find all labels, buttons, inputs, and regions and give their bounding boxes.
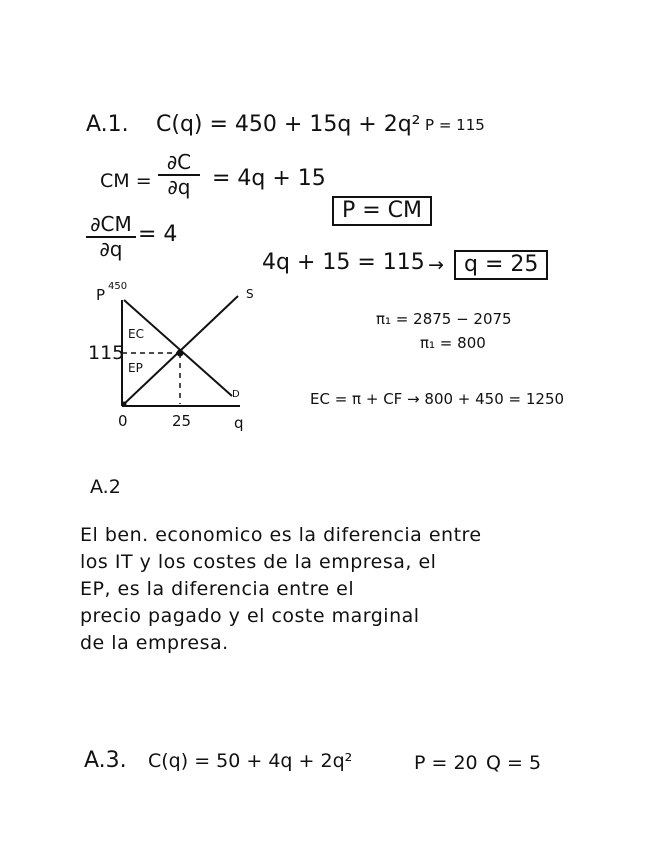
arrow-icon: → — [428, 254, 444, 276]
a2-line: EP, es la diferencia entre el — [80, 578, 355, 600]
cm-lhs: CM = — [100, 170, 152, 192]
price-a3: P = 20 — [414, 752, 478, 774]
a2-paragraph — [80, 522, 580, 657]
cm-frac-numerator: ∂C — [166, 150, 192, 174]
section-label-a3: A.3. — [84, 748, 127, 773]
graph-y-label: P — [96, 286, 106, 304]
profit-line-2: π₁ = 800 — [420, 334, 486, 352]
graph-demand-label: D — [232, 389, 240, 400]
dcm-denominator: ∂q — [99, 237, 123, 261]
graph-x-tick: 25 — [172, 412, 192, 430]
cost-function-a3: C(q) = 50 + 4q + 2q² — [148, 750, 353, 772]
dcm-rhs: = 4 — [138, 222, 178, 247]
graph-ec-label: EC — [128, 327, 144, 341]
section-label-a2: A.2 — [90, 476, 121, 498]
a2-line: de la empresa. — [80, 632, 229, 654]
dcm-numerator: ∂CM — [90, 212, 132, 236]
condition-box: P = CM — [332, 196, 432, 226]
a2-line: precio pagado y el coste marginal — [80, 605, 420, 627]
graph-ep-label: EP — [128, 361, 143, 375]
section-label-a1: A.1. — [86, 112, 129, 137]
cm-frac-denominator: ∂q — [167, 175, 191, 199]
graph-supply-label: S — [246, 287, 254, 301]
price-a1: P = 115 — [425, 116, 485, 134]
graph-x-origin: 0 — [118, 412, 128, 430]
equilibrium-point — [177, 350, 184, 357]
graph-price-tick: 115 — [88, 342, 125, 364]
ec-line: EC = π + CF → 800 + 450 = 1250 — [310, 390, 565, 408]
result-box: q = 25 — [454, 250, 548, 280]
graph-y-top-value: 450 — [108, 281, 128, 292]
equation-a1: 4q + 15 = 115 — [262, 250, 425, 275]
origin-point — [122, 402, 127, 407]
cost-function-a1: C(q) = 450 + 15q + 2q² — [156, 112, 421, 137]
demand-curve — [124, 300, 232, 396]
quantity-a3: Q = 5 — [486, 752, 542, 774]
a2-line: los IT y los costes de la empresa, el — [80, 551, 437, 573]
graph-x-label: q — [234, 414, 244, 432]
profit-line-1: π₁ = 2875 − 2075 — [376, 310, 512, 328]
cm-rhs: = 4q + 15 — [212, 166, 326, 191]
a2-line: El ben. economico es la diferencia entre — [80, 524, 482, 546]
